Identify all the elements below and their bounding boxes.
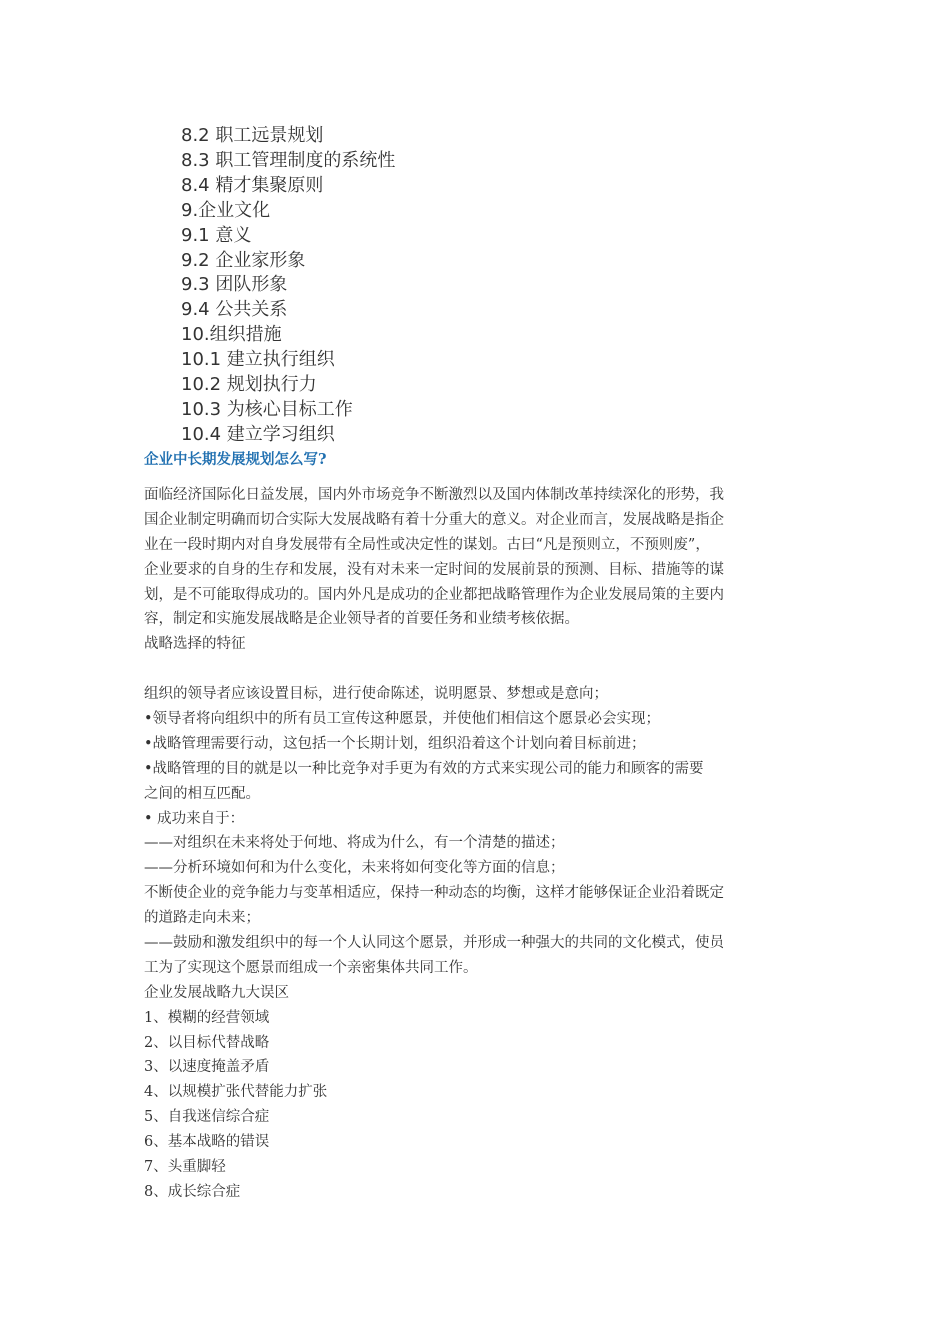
feature-line: 的道路走向未来； [144,910,260,927]
feature-line: 组织的领导者应该设置目标，进行使命陈述，说明愿景、梦想或是意向； [144,686,608,703]
mistake-item: 3、以速度掩盖矛盾 [144,1059,270,1076]
toc-item: 10.1 建立执行组织 [181,349,335,371]
toc-item: 10.3 为核心目标工作 [181,398,353,420]
toc-item: 8.2 职工远景规划 [181,125,324,146]
paragraph-line: 容，制定和实施发展战略是企业领导者的首要任务和业绩考核依据。 [144,611,579,628]
feature-line: •战略管理需要行动，这包括一个长期计划，组织沿着这个计划向着目标前进； [144,735,646,752]
mistake-item: 8、成长综合症 [144,1183,241,1200]
feature-line: •战略管理的目的就是以一种比竞争对手更为有效的方式来实现公司的能力和顾客的需要 [144,760,704,777]
mistake-item: 5、自我迷信综合症 [144,1109,270,1126]
toc-item: 10.2 规划执行力 [181,374,317,396]
mistake-item: 4、以规模扩张代替能力扩张 [144,1084,328,1101]
toc-item: 10.组织措施 [181,324,282,346]
paragraph-line: 面临经济国际化日益发展，国内外市场竞争不断激烈以及国内体制改革持续深化的形势，我 [144,487,724,503]
feature-line: • 成功来自于： [144,810,245,827]
mistakes-title: 企业发展战略九大误区 [144,984,289,1001]
feature-line: ——对组织在未来将处于何地、将成为什么，有一个清楚的描述； [144,835,565,852]
blank-line [144,657,814,682]
table-of-contents [181,124,781,448]
mistake-item: 6、基本战略的错误 [144,1134,270,1151]
feature-line: •领导者将向组织中的所有员工宣传这种愿景，并使他们相信这个愿景必会实现； [144,711,661,728]
feature-line: 工为了实现这个愿景而组成一个亲密集体共同工作。 [144,959,478,976]
toc-item: 9.2 企业家形象 [181,249,306,271]
toc-item: 10.4 建立学习组织 [181,423,335,445]
mistake-item: 1、模糊的经营领域 [144,1009,270,1026]
section-title: 战略选择的特征 [144,636,246,653]
mistake-item: 7、头重脚轻 [144,1159,226,1176]
article-body [144,483,814,1205]
paragraph-line: 企业要求的自身的生存和发展，没有对未来一定时间的发展前景的预测、目标、措施等的谋 [144,561,724,578]
toc-item: 9.4 公共关系 [181,299,288,321]
feature-line: 之间的相互匹配。 [144,785,260,802]
toc-item: 9.企业文化 [181,199,271,221]
toc-item: 8.3 职工管理制度的系统性 [181,149,396,171]
paragraph-line: 国企业制定明确而切合实际大发展战略有着十分重大的意义。对企业而言，发展战略是指企 [144,511,724,528]
paragraph-line: 划，是不可能取得成功的。国内外凡是成功的企业都把战略管理作为企业发展局策的主要内 [144,586,724,603]
feature-line: ——鼓励和激发组织中的每一个人认同这个愿景，并形成一种强大的共同的文化模式，使员 [144,935,724,952]
feature-line: ——分析环境如何和为什么变化，未来将如何变化等方面的信息； [144,860,565,877]
feature-line: 不断使企业的竞争能力与变革相适应，保持一种动态的均衡，这样才能够保证企业沿着既定 [144,885,724,902]
toc-item: 8.4 精才集聚原则 [181,174,324,196]
mistake-item: 2、以目标代替战略 [144,1034,270,1051]
article-heading: 企业中长期发展规划怎么写? [144,451,327,468]
toc-item: 9.1 意义 [181,224,252,246]
toc-item: 9.3 团队形象 [181,274,288,296]
paragraph-line: 业在一段时期内对自身发展带有全局性或决定性的谋划。古曰“凡是预则立，不预则废”， [144,536,710,553]
